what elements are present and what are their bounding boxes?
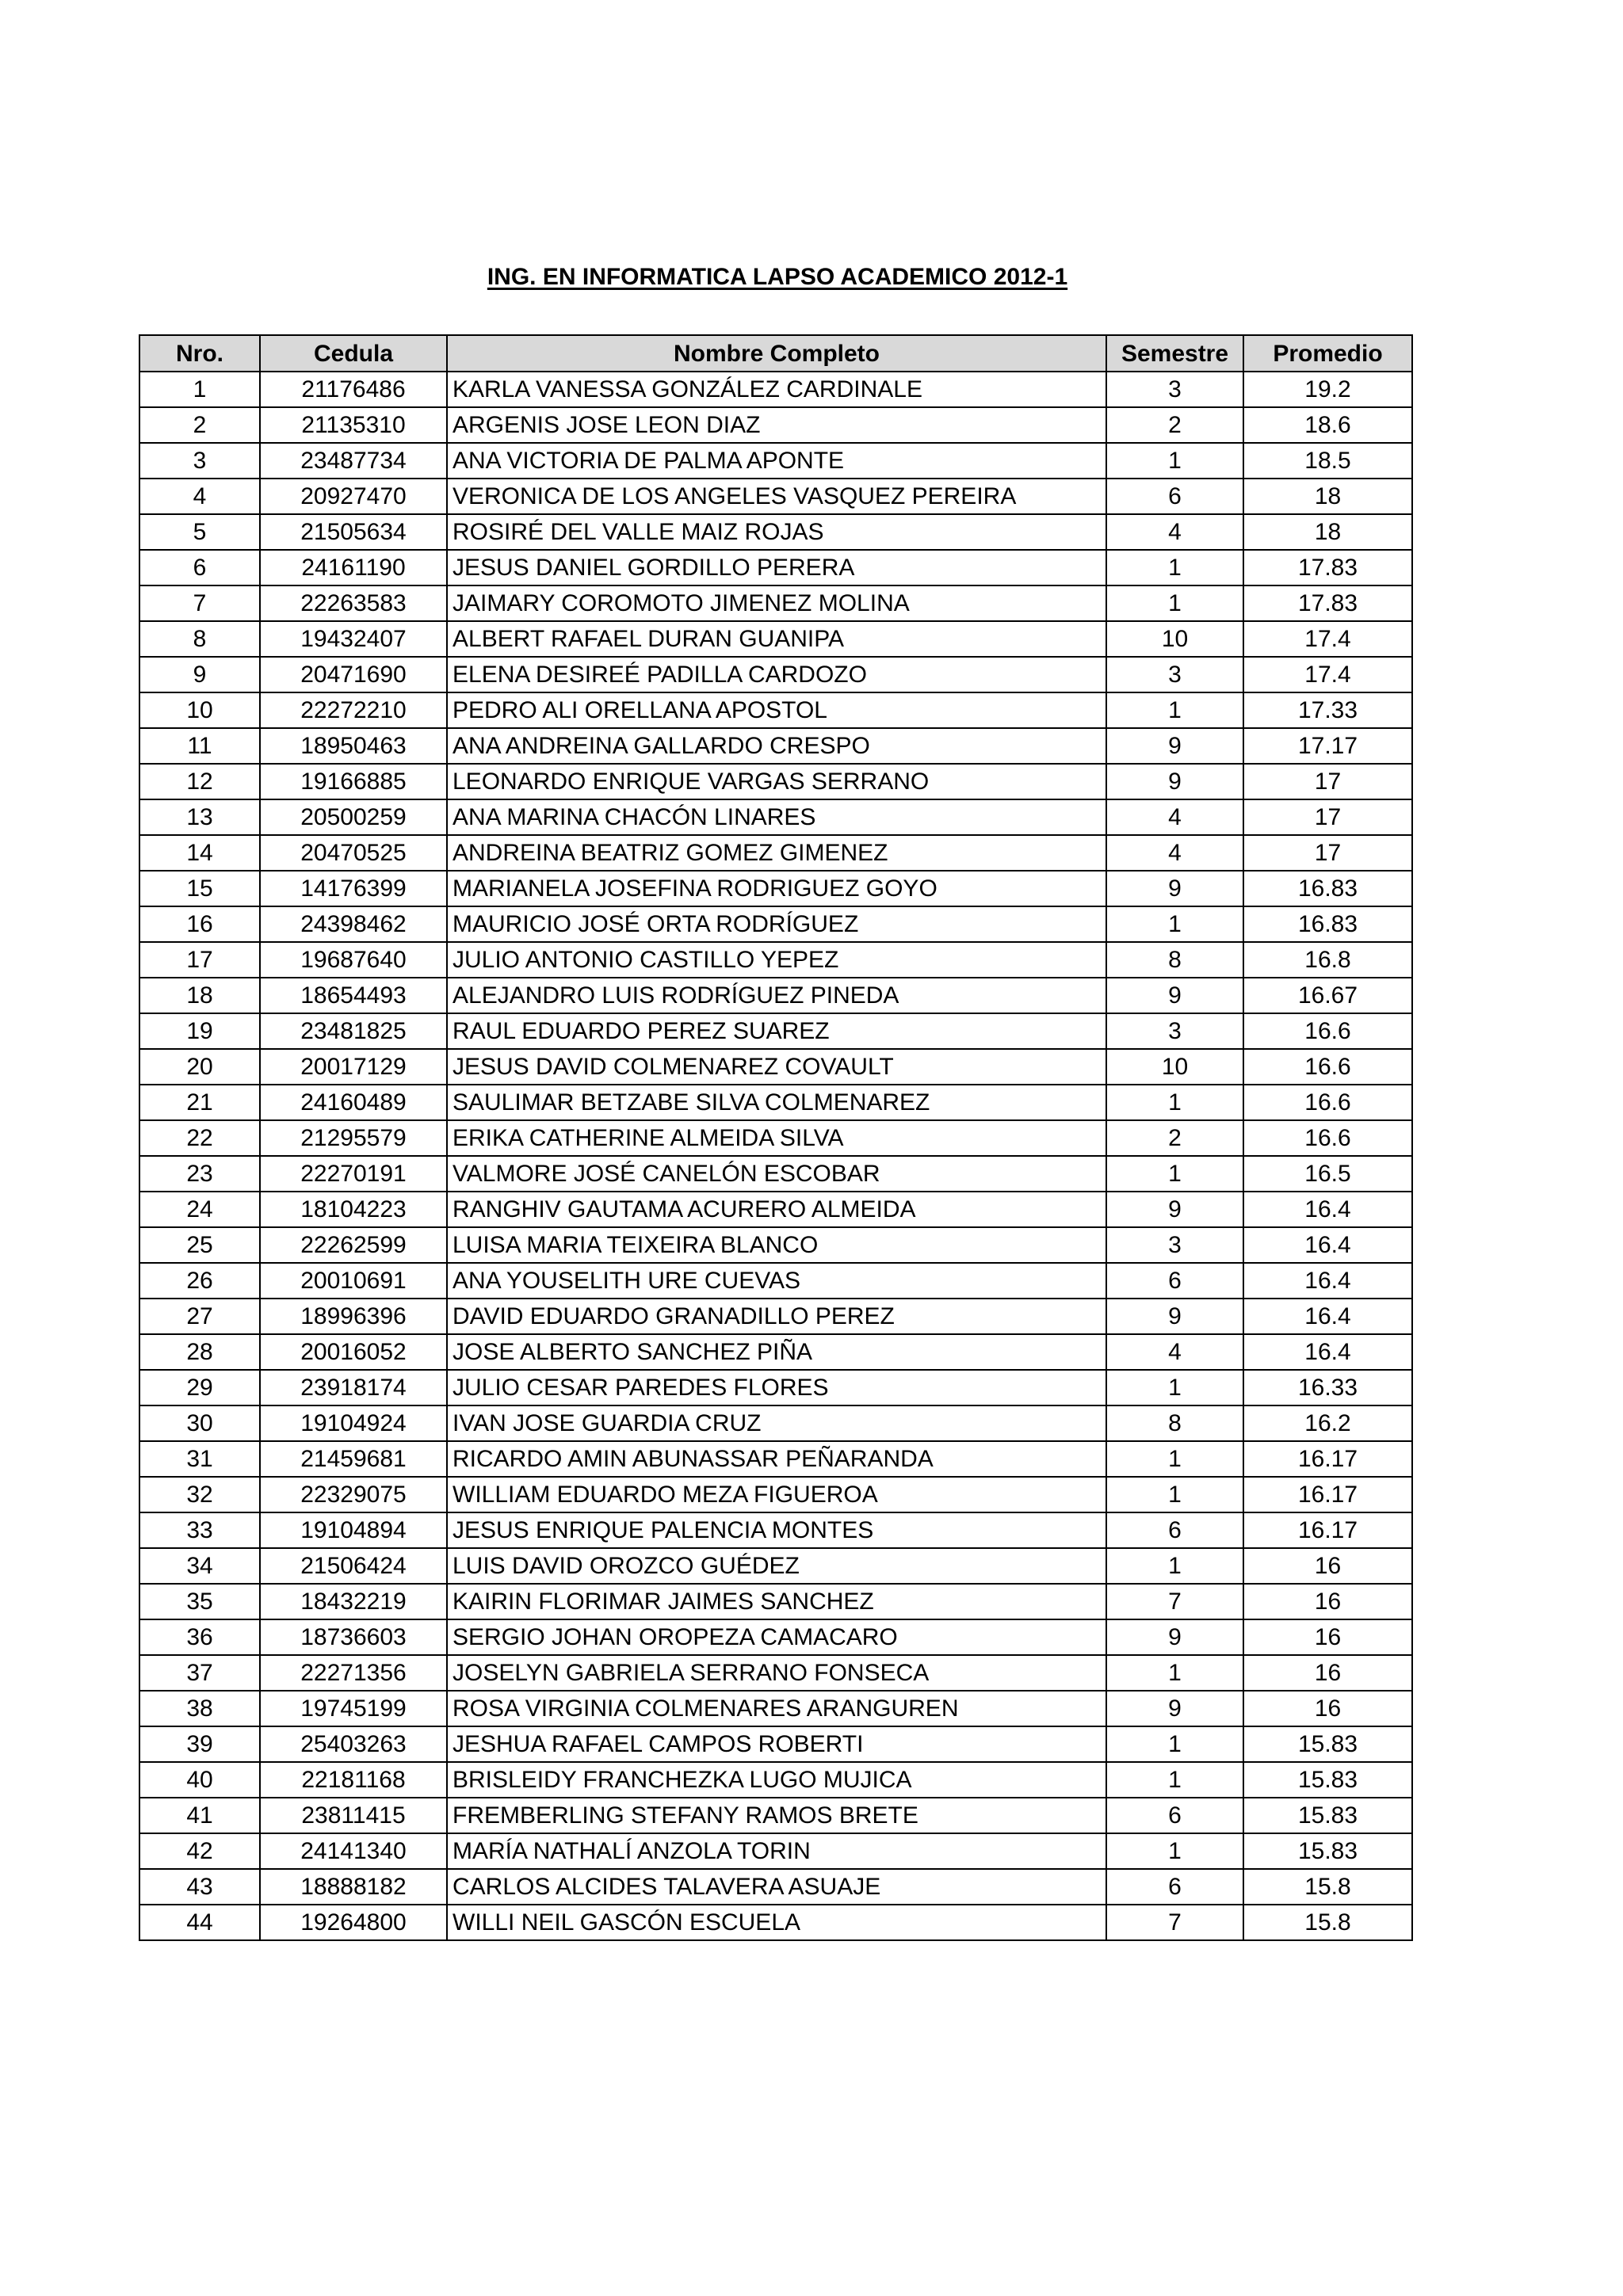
cell-promedio: 16.8 (1243, 942, 1412, 978)
cell-semestre: 9 (1106, 1619, 1243, 1655)
cell-cedula: 18950463 (260, 728, 447, 764)
table-row (139, 1762, 1412, 1798)
cell-semestre: 1 (1106, 1370, 1243, 1405)
cell-promedio: 17.83 (1243, 550, 1412, 585)
cell-semestre: 1 (1106, 550, 1243, 585)
cell-semestre: 9 (1106, 1691, 1243, 1726)
cell-nombre: ANA ANDREINA GALLARDO CRESPO (447, 728, 1106, 764)
table-row (139, 1726, 1412, 1762)
cell-nombre: JAIMARY COROMOTO JIMENEZ MOLINA (447, 585, 1106, 621)
cell-nro: 20 (139, 1049, 260, 1085)
table-row (139, 657, 1412, 692)
cell-promedio: 17 (1243, 799, 1412, 835)
cell-cedula: 22329075 (260, 1477, 447, 1512)
table-row (139, 1370, 1412, 1405)
cell-cedula: 19104924 (260, 1405, 447, 1441)
table-row (139, 372, 1412, 407)
cell-promedio: 17 (1243, 764, 1412, 799)
table-row (139, 1869, 1412, 1905)
cell-nro: 42 (139, 1833, 260, 1869)
cell-nombre: VERONICA DE LOS ANGELES VASQUEZ PEREIRA (447, 479, 1106, 514)
cell-semestre: 3 (1106, 1013, 1243, 1049)
cell-cedula: 19166885 (260, 764, 447, 799)
cell-cedula: 18736603 (260, 1619, 447, 1655)
cell-nombre: ERIKA CATHERINE ALMEIDA SILVA (447, 1120, 1106, 1156)
cell-cedula: 22272210 (260, 692, 447, 728)
cell-semestre: 1 (1106, 1085, 1243, 1120)
cell-semestre: 10 (1106, 1049, 1243, 1085)
cell-nro: 15 (139, 871, 260, 906)
cell-cedula: 23487734 (260, 443, 447, 479)
cell-nombre: LUIS DAVID OROZCO GUÉDEZ (447, 1548, 1106, 1584)
cell-nro: 35 (139, 1584, 260, 1619)
cell-semestre: 3 (1106, 657, 1243, 692)
cell-promedio: 18.5 (1243, 443, 1412, 479)
cell-promedio: 17.83 (1243, 585, 1412, 621)
cell-nombre: RAUL EDUARDO PEREZ SUAREZ (447, 1013, 1106, 1049)
table-row (139, 1619, 1412, 1655)
cell-nro: 17 (139, 942, 260, 978)
cell-nombre: SAULIMAR BETZABE SILVA COLMENAREZ (447, 1085, 1106, 1120)
cell-nro: 32 (139, 1477, 260, 1512)
table-row (139, 978, 1412, 1013)
cell-nro: 31 (139, 1441, 260, 1477)
cell-nombre: FREMBERLING STEFANY RAMOS BRETE (447, 1798, 1106, 1833)
table-body (139, 372, 1412, 1940)
cell-cedula: 20017129 (260, 1049, 447, 1085)
cell-cedula: 24141340 (260, 1833, 447, 1869)
cell-nro: 40 (139, 1762, 260, 1798)
cell-nombre: ROSA VIRGINIA COLMENARES ARANGUREN (447, 1691, 1106, 1726)
cell-cedula: 20927470 (260, 479, 447, 514)
cell-nro: 10 (139, 692, 260, 728)
cell-nombre: ROSIRÉ DEL VALLE MAIZ ROJAS (447, 514, 1106, 550)
table-row (139, 1192, 1412, 1227)
cell-nombre: MAURICIO JOSÉ ORTA RODRÍGUEZ (447, 906, 1106, 942)
cell-cedula: 22262599 (260, 1227, 447, 1263)
cell-cedula: 18888182 (260, 1869, 447, 1905)
cell-promedio: 16.2 (1243, 1405, 1412, 1441)
cell-nombre: WILLI NEIL GASCÓN ESCUELA (447, 1905, 1106, 1940)
cell-cedula: 23918174 (260, 1370, 447, 1405)
cell-promedio: 16.17 (1243, 1512, 1412, 1548)
cell-nro: 13 (139, 799, 260, 835)
cell-promedio: 17.4 (1243, 621, 1412, 657)
cell-promedio: 18.6 (1243, 407, 1412, 443)
cell-nro: 11 (139, 728, 260, 764)
header-row (139, 335, 1412, 372)
cell-semestre: 10 (1106, 621, 1243, 657)
cell-cedula: 24161190 (260, 550, 447, 585)
cell-nro: 6 (139, 550, 260, 585)
cell-semestre: 1 (1106, 1833, 1243, 1869)
table-row (139, 621, 1412, 657)
cell-promedio: 16.17 (1243, 1441, 1412, 1477)
cell-promedio: 16.33 (1243, 1370, 1412, 1405)
table-row (139, 1263, 1412, 1299)
cell-promedio: 17.4 (1243, 657, 1412, 692)
cell-cedula: 20470525 (260, 835, 447, 871)
cell-nro: 29 (139, 1370, 260, 1405)
table-row (139, 1548, 1412, 1584)
cell-nombre: JESHUA RAFAEL CAMPOS ROBERTI (447, 1726, 1106, 1762)
column-header-nombre: Nombre Completo (447, 335, 1106, 372)
cell-semestre: 1 (1106, 906, 1243, 942)
cell-semestre: 8 (1106, 942, 1243, 978)
cell-cedula: 19432407 (260, 621, 447, 657)
cell-semestre: 9 (1106, 978, 1243, 1013)
cell-cedula: 18104223 (260, 1192, 447, 1227)
cell-nro: 5 (139, 514, 260, 550)
cell-semestre: 9 (1106, 871, 1243, 906)
cell-nombre: ALBERT RAFAEL DURAN GUANIPA (447, 621, 1106, 657)
cell-promedio: 16.6 (1243, 1120, 1412, 1156)
cell-nombre: LUISA MARIA TEIXEIRA BLANCO (447, 1227, 1106, 1263)
cell-cedula: 20010691 (260, 1263, 447, 1299)
cell-nro: 9 (139, 657, 260, 692)
cell-nro: 19 (139, 1013, 260, 1049)
cell-cedula: 23811415 (260, 1798, 447, 1833)
cell-cedula: 18432219 (260, 1584, 447, 1619)
cell-cedula: 23481825 (260, 1013, 447, 1049)
cell-nombre: KARLA VANESSA GONZÁLEZ CARDINALE (447, 372, 1106, 407)
cell-cedula: 19264800 (260, 1905, 447, 1940)
cell-cedula: 25403263 (260, 1726, 447, 1762)
cell-semestre: 6 (1106, 1869, 1243, 1905)
table-row (139, 728, 1412, 764)
cell-cedula: 21295579 (260, 1120, 447, 1156)
cell-promedio: 15.83 (1243, 1762, 1412, 1798)
table-row (139, 1334, 1412, 1370)
cell-semestre: 9 (1106, 1192, 1243, 1227)
table-row (139, 1120, 1412, 1156)
cell-promedio: 16 (1243, 1548, 1412, 1584)
cell-nombre: ELENA DESIREÉ PADILLA CARDOZO (447, 657, 1106, 692)
cell-promedio: 18 (1243, 514, 1412, 550)
cell-cedula: 19104894 (260, 1512, 447, 1548)
cell-cedula: 18996396 (260, 1299, 447, 1334)
cell-semestre: 8 (1106, 1405, 1243, 1441)
column-header-semestre: Semestre (1106, 335, 1243, 372)
cell-nro: 30 (139, 1405, 260, 1441)
cell-cedula: 21176486 (260, 372, 447, 407)
cell-nro: 2 (139, 407, 260, 443)
cell-promedio: 16.6 (1243, 1013, 1412, 1049)
table-row (139, 799, 1412, 835)
cell-promedio: 16.83 (1243, 871, 1412, 906)
table-row (139, 1156, 1412, 1192)
cell-semestre: 1 (1106, 585, 1243, 621)
cell-nro: 28 (139, 1334, 260, 1370)
cell-nro: 39 (139, 1726, 260, 1762)
cell-cedula: 22263583 (260, 585, 447, 621)
cell-semestre: 4 (1106, 1334, 1243, 1370)
cell-promedio: 17 (1243, 835, 1412, 871)
cell-nombre: LEONARDO ENRIQUE VARGAS SERRANO (447, 764, 1106, 799)
cell-semestre: 6 (1106, 1263, 1243, 1299)
cell-semestre: 4 (1106, 835, 1243, 871)
table-row (139, 1049, 1412, 1085)
cell-nro: 8 (139, 621, 260, 657)
cell-promedio: 17.33 (1243, 692, 1412, 728)
table-row (139, 1085, 1412, 1120)
cell-promedio: 16.4 (1243, 1227, 1412, 1263)
table-header (139, 335, 1412, 372)
cell-nombre: CARLOS ALCIDES TALAVERA ASUAJE (447, 1869, 1106, 1905)
cell-cedula: 21506424 (260, 1548, 447, 1584)
cell-semestre: 1 (1106, 1156, 1243, 1192)
cell-nro: 37 (139, 1655, 260, 1691)
cell-semestre: 1 (1106, 1762, 1243, 1798)
table-row (139, 407, 1412, 443)
cell-semestre: 9 (1106, 1299, 1243, 1334)
cell-promedio: 15.83 (1243, 1798, 1412, 1833)
cell-semestre: 3 (1106, 1227, 1243, 1263)
cell-nombre: RICARDO AMIN ABUNASSAR PEÑARANDA (447, 1441, 1106, 1477)
cell-nombre: KAIRIN FLORIMAR JAIMES SANCHEZ (447, 1584, 1106, 1619)
cell-nombre: MARÍA NATHALÍ ANZOLA TORIN (447, 1833, 1106, 1869)
cell-nombre: DAVID EDUARDO GRANADILLO PEREZ (447, 1299, 1106, 1334)
cell-nro: 44 (139, 1905, 260, 1940)
cell-nro: 27 (139, 1299, 260, 1334)
table-row (139, 692, 1412, 728)
cell-nombre: JESUS ENRIQUE PALENCIA MONTES (447, 1512, 1106, 1548)
cell-semestre: 7 (1106, 1905, 1243, 1940)
table-row (139, 1299, 1412, 1334)
cell-semestre: 6 (1106, 479, 1243, 514)
cell-nro: 22 (139, 1120, 260, 1156)
cell-nombre: ANDREINA BEATRIZ GOMEZ GIMENEZ (447, 835, 1106, 871)
cell-nro: 41 (139, 1798, 260, 1833)
cell-promedio: 16.17 (1243, 1477, 1412, 1512)
cell-nombre: WILLIAM EDUARDO MEZA FIGUEROA (447, 1477, 1106, 1512)
cell-nro: 33 (139, 1512, 260, 1548)
cell-promedio: 16.4 (1243, 1192, 1412, 1227)
table-row (139, 1691, 1412, 1726)
table-row (139, 479, 1412, 514)
cell-nro: 14 (139, 835, 260, 871)
table-row (139, 1477, 1412, 1512)
cell-nombre: IVAN JOSE GUARDIA CRUZ (447, 1405, 1106, 1441)
cell-nro: 26 (139, 1263, 260, 1299)
cell-semestre: 7 (1106, 1584, 1243, 1619)
cell-nombre: ARGENIS JOSE LEON DIAZ (447, 407, 1106, 443)
cell-promedio: 16.6 (1243, 1085, 1412, 1120)
cell-cedula: 22181168 (260, 1762, 447, 1798)
cell-nombre: JESUS DAVID COLMENAREZ COVAULT (447, 1049, 1106, 1085)
cell-cedula: 19687640 (260, 942, 447, 978)
table-row (139, 906, 1412, 942)
cell-nro: 4 (139, 479, 260, 514)
cell-nro: 1 (139, 372, 260, 407)
table-row (139, 443, 1412, 479)
cell-cedula: 18654493 (260, 978, 447, 1013)
table-row (139, 1512, 1412, 1548)
cell-promedio: 15.83 (1243, 1833, 1412, 1869)
cell-promedio: 16.4 (1243, 1299, 1412, 1334)
cell-nro: 7 (139, 585, 260, 621)
cell-promedio: 16 (1243, 1655, 1412, 1691)
cell-nro: 34 (139, 1548, 260, 1584)
cell-semestre: 6 (1106, 1512, 1243, 1548)
column-header-cedula: Cedula (260, 335, 447, 372)
cell-nombre: ANA VICTORIA DE PALMA APONTE (447, 443, 1106, 479)
cell-nombre: BRISLEIDY FRANCHEZKA LUGO MUJICA (447, 1762, 1106, 1798)
cell-promedio: 16.5 (1243, 1156, 1412, 1192)
cell-nombre: MARIANELA JOSEFINA RODRIGUEZ GOYO (447, 871, 1106, 906)
cell-cedula: 21135310 (260, 407, 447, 443)
cell-nombre: JESUS DANIEL GORDILLO PERERA (447, 550, 1106, 585)
cell-nombre: SERGIO JOHAN OROPEZA CAMACARO (447, 1619, 1106, 1655)
cell-promedio: 16 (1243, 1619, 1412, 1655)
cell-cedula: 20016052 (260, 1334, 447, 1370)
table-row (139, 1905, 1412, 1940)
cell-semestre: 1 (1106, 443, 1243, 479)
cell-nombre: ANA YOUSELITH URE CUEVAS (447, 1263, 1106, 1299)
cell-promedio: 16 (1243, 1584, 1412, 1619)
cell-nro: 38 (139, 1691, 260, 1726)
cell-semestre: 4 (1106, 514, 1243, 550)
cell-promedio: 18 (1243, 479, 1412, 514)
cell-semestre: 1 (1106, 692, 1243, 728)
cell-cedula: 22270191 (260, 1156, 447, 1192)
table-row (139, 1798, 1412, 1833)
cell-semestre: 2 (1106, 1120, 1243, 1156)
cell-promedio: 16.4 (1243, 1334, 1412, 1370)
cell-cedula: 20500259 (260, 799, 447, 835)
cell-nombre: RANGHIV GAUTAMA ACURERO ALMEIDA (447, 1192, 1106, 1227)
cell-nombre: ALEJANDRO LUIS RODRÍGUEZ PINEDA (447, 978, 1106, 1013)
table-row (139, 835, 1412, 871)
cell-semestre: 1 (1106, 1655, 1243, 1691)
cell-nro: 21 (139, 1085, 260, 1120)
cell-nombre: ANA MARINA CHACÓN LINARES (447, 799, 1106, 835)
table-row (139, 1405, 1412, 1441)
table-row (139, 1833, 1412, 1869)
cell-semestre: 9 (1106, 764, 1243, 799)
cell-promedio: 17.17 (1243, 728, 1412, 764)
cell-cedula: 19745199 (260, 1691, 447, 1726)
cell-promedio: 15.8 (1243, 1905, 1412, 1940)
cell-nro: 43 (139, 1869, 260, 1905)
cell-promedio: 15.8 (1243, 1869, 1412, 1905)
table-row (139, 514, 1412, 550)
table-row (139, 1013, 1412, 1049)
cell-cedula: 20471690 (260, 657, 447, 692)
cell-nombre: JOSELYN GABRIELA SERRANO FONSECA (447, 1655, 1106, 1691)
table-row (139, 942, 1412, 978)
cell-nombre: JULIO ANTONIO CASTILLO YEPEZ (447, 942, 1106, 978)
cell-nro: 3 (139, 443, 260, 479)
cell-cedula: 22271356 (260, 1655, 447, 1691)
cell-semestre: 4 (1106, 799, 1243, 835)
cell-promedio: 16.6 (1243, 1049, 1412, 1085)
cell-cedula: 21505634 (260, 514, 447, 550)
cell-cedula: 14176399 (260, 871, 447, 906)
table-row (139, 871, 1412, 906)
cell-promedio: 16.83 (1243, 906, 1412, 942)
table-row (139, 764, 1412, 799)
cell-nro: 24 (139, 1192, 260, 1227)
cell-promedio: 16.4 (1243, 1263, 1412, 1299)
column-header-promedio: Promedio (1243, 335, 1412, 372)
cell-nro: 16 (139, 906, 260, 942)
table-row (139, 1227, 1412, 1263)
cell-cedula: 24160489 (260, 1085, 447, 1120)
table-row (139, 1655, 1412, 1691)
cell-nro: 12 (139, 764, 260, 799)
cell-nro: 36 (139, 1619, 260, 1655)
cell-semestre: 1 (1106, 1726, 1243, 1762)
cell-semestre: 1 (1106, 1441, 1243, 1477)
cell-nombre: PEDRO ALI ORELLANA APOSTOL (447, 692, 1106, 728)
column-header-nro: Nro. (139, 335, 260, 372)
table-row (139, 585, 1412, 621)
table-row (139, 550, 1412, 585)
cell-semestre: 1 (1106, 1477, 1243, 1512)
cell-semestre: 2 (1106, 407, 1243, 443)
grades-table (139, 334, 1413, 1941)
table-row (139, 1441, 1412, 1477)
cell-nombre: VALMORE JOSÉ CANELÓN ESCOBAR (447, 1156, 1106, 1192)
page-title: ING. EN INFORMATICA LAPSO ACADEMICO 2012-1 (487, 264, 1068, 290)
cell-semestre: 1 (1106, 1548, 1243, 1584)
cell-nombre: JOSE ALBERTO SANCHEZ PIÑA (447, 1334, 1106, 1370)
cell-promedio: 15.83 (1243, 1726, 1412, 1762)
cell-semestre: 6 (1106, 1798, 1243, 1833)
cell-promedio: 19.2 (1243, 372, 1412, 407)
cell-semestre: 9 (1106, 728, 1243, 764)
cell-nro: 18 (139, 978, 260, 1013)
cell-promedio: 16.67 (1243, 978, 1412, 1013)
cell-nro: 25 (139, 1227, 260, 1263)
cell-cedula: 21459681 (260, 1441, 447, 1477)
cell-promedio: 16 (1243, 1691, 1412, 1726)
cell-semestre: 3 (1106, 372, 1243, 407)
cell-nro: 23 (139, 1156, 260, 1192)
cell-cedula: 24398462 (260, 906, 447, 942)
table-row (139, 1584, 1412, 1619)
cell-nombre: JULIO CESAR PAREDES FLORES (447, 1370, 1106, 1405)
